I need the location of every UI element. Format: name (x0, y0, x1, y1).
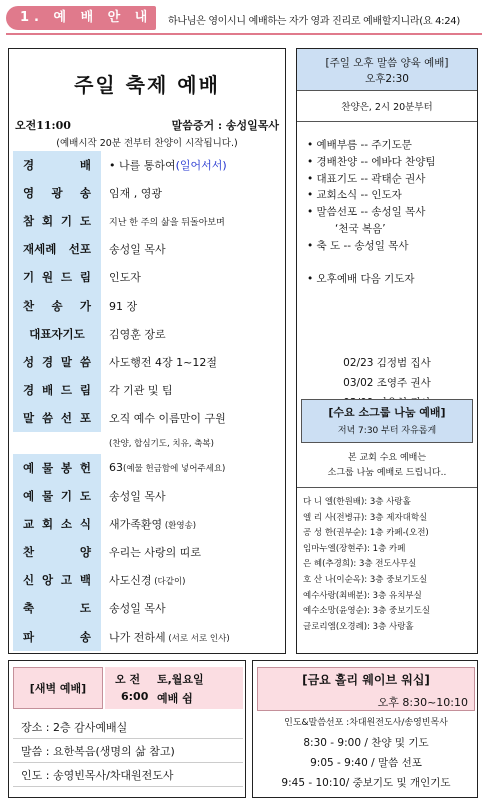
sunday-service-box (8, 48, 286, 654)
order-label-char: 원 (41, 270, 54, 285)
afternoon-item: • 경배찬양 -- 에바다 찬양팀 (307, 155, 436, 168)
order-label-char: 경 (41, 354, 54, 369)
order-label (13, 235, 101, 263)
order-label-char: 송 (79, 629, 91, 644)
order-label-char: 림 (79, 382, 91, 397)
order-label (13, 454, 101, 482)
order-label-char: 송 (51, 298, 63, 313)
afternoon-item: • 예배부름 -- 주기도문 (307, 139, 412, 151)
order-label-char: 축 (23, 601, 35, 616)
order-of-service (13, 151, 281, 651)
order-label-char: 경 (23, 382, 35, 397)
order-label-char: 백 (79, 573, 91, 588)
small-group-item: 임마누엘(장현주): 1층 카페 (303, 543, 406, 554)
order-row (13, 566, 281, 594)
order-row (13, 263, 281, 291)
order-label-char: 배 (41, 382, 54, 397)
order-label-char: 참 (23, 214, 35, 229)
order-value-text: 송성일 목사 (109, 490, 166, 504)
order-value-text: 임재 , 영광 (109, 187, 162, 201)
order-value-text: 오직 예수 이름만이 구원 (109, 411, 226, 425)
preacher: 말씀증거 : 송성일목사 (171, 119, 279, 132)
dawn-service-header (13, 667, 243, 709)
wednesday-service-header (301, 399, 473, 443)
order-value (101, 600, 281, 616)
order-label (13, 320, 101, 348)
afternoon-service-header (297, 49, 477, 91)
order-value (101, 410, 281, 426)
order-value (101, 157, 281, 173)
order-label-char: 드 (60, 382, 73, 397)
spacer (307, 255, 475, 272)
afternoon-item: • 축 도 -- 송성일 목사 (307, 239, 409, 252)
order-label (13, 151, 101, 179)
dawn-title: [새벽 예배] (13, 667, 103, 709)
order-label-char: 회 (41, 214, 54, 229)
order-label-char: 기 (23, 270, 35, 285)
wednesday-note (297, 451, 477, 481)
afternoon-time: 오후2:30 (365, 73, 409, 85)
order-row (13, 179, 281, 207)
order-value-text: 91 장 (109, 299, 138, 313)
small-group-item: 예수소망(윤영순): 3층 중보기도실 (303, 606, 431, 617)
order-value-text: 사도행전 4장 1~12절 (109, 355, 217, 369)
header-rule (6, 33, 482, 35)
dawn-am: 오 전 (115, 673, 141, 686)
order-label-char: 도 (79, 601, 91, 616)
wednesday-note-line: 소그룹 나눔 예배로 드립니다.. (327, 468, 447, 478)
order-row (13, 432, 281, 454)
small-group-item: 글로리엠(오경례): 3층 사랑홀 (303, 621, 414, 632)
small-group-item: 엘 리 사(전병규): 3층 제자대학실 (303, 512, 428, 523)
order-label-char: 찬 (23, 545, 35, 560)
afternoon-item: ‘천국 복음’ (335, 222, 386, 235)
friday-time: 오후 8:30~10:10 (377, 696, 468, 709)
order-label (13, 623, 101, 651)
order-label-char: 도 (79, 214, 91, 229)
order-label-char: 식 (79, 517, 91, 532)
order-label (13, 348, 101, 376)
dawn-time: 6:00 (121, 690, 149, 703)
order-label-char: 선포 (68, 242, 91, 257)
page-title: 주일 축제 예배 (74, 73, 220, 97)
order-value-text: • 나를 통하여 (109, 159, 176, 173)
order-row (13, 454, 281, 482)
small-group-item: 은 혜(추경희): 3층 전도사무실 (303, 559, 417, 570)
small-group-item: 예수사랑(최배분): 3층 유치부실 (303, 590, 422, 601)
order-label-char: 씀 (41, 410, 54, 425)
order-value (101, 326, 281, 342)
order-label-char: 기 (60, 489, 73, 504)
wednesday-title: [수요 소그룹 나눔 예배] (328, 406, 446, 419)
order-label (13, 404, 101, 432)
order-value-text: 송성일 목사 (109, 243, 166, 257)
order-value (101, 572, 281, 588)
order-row (13, 291, 281, 319)
order-label-char: 찬 (23, 298, 35, 313)
order-label-char: 선 (60, 410, 73, 425)
small-group-item: 다 니 엘(한원배): 3층 사랑홀 (303, 497, 411, 507)
friday-service-header (257, 667, 475, 711)
order-label-char: 예 (23, 489, 35, 504)
order-value (101, 544, 281, 560)
order-label-char: 기 (60, 214, 73, 229)
afternoon-item: • 대표기도 -- 곽태순 권사 (307, 172, 426, 185)
order-label-char: 포 (79, 410, 91, 425)
order-label (13, 510, 101, 538)
order-label-char: 파 (23, 629, 35, 644)
order-row (13, 207, 281, 235)
order-value-text: 각 기관 및 팀 (109, 383, 173, 397)
order-value-text: 송성일 목사 (109, 602, 166, 616)
afternoon-item: • 오후예배 다음 기도자 (307, 273, 415, 286)
dawn-details (13, 715, 243, 787)
order-label-char: 가 (79, 298, 91, 313)
service-notice: (예배시작 20분 전부터 찬양이 시작됩니다.) (56, 138, 238, 149)
afternoon-item: • 교회소식 -- 인도자 (307, 189, 402, 202)
order-label-char: 도 (79, 489, 91, 504)
wednesday-note-line: 본 교회 수요 예배는 (347, 453, 427, 463)
order-value-text: 김영훈 장로 (109, 327, 166, 341)
order-note: (환영송) (162, 521, 197, 532)
order-label (13, 594, 101, 622)
dawn-word: 말씀 : 요한복음(생명의 삶 참고) (13, 739, 243, 763)
order-label-char: 대표자기도 (29, 326, 85, 341)
order-row (13, 404, 281, 432)
order-label-char: 경 (23, 158, 35, 173)
divider (297, 121, 477, 122)
order-value-text: 인도자 (109, 271, 141, 285)
order-label-char: 영 (23, 186, 35, 201)
order-label-char: 광 (51, 186, 63, 201)
dawn-days: 토,월요일 (157, 673, 204, 686)
order-label-char: 고 (60, 573, 73, 588)
dawn-service-box (8, 660, 246, 798)
order-row (13, 510, 281, 538)
order-value-text: 새가족환영 (109, 518, 163, 532)
order-value (101, 215, 281, 228)
friday-schedule (257, 715, 475, 795)
friday-leader: 인도&말씀선포 :차대원전도사/송영빈목사 (284, 718, 448, 728)
order-highlight: (일어서서) (175, 159, 227, 173)
afternoon-order (307, 137, 475, 288)
order-value (101, 269, 281, 285)
order-value (101, 437, 281, 449)
order-label (13, 291, 101, 319)
friday-title: [금요 홀리 웨이브 워십] (302, 673, 430, 687)
order-label-char: 신 (23, 573, 35, 588)
order-label-char: 재세례 (23, 242, 57, 257)
order-value-text: 지난 한 주의 삶을 뒤돌아보며 (109, 217, 225, 228)
order-row (13, 623, 281, 651)
small-group-item: 공 성 한(권부순): 1층 카페-(오전) (303, 528, 429, 539)
order-row (13, 320, 281, 348)
order-label-char: 헌 (79, 460, 91, 475)
order-row (13, 348, 281, 376)
right-column (296, 48, 478, 654)
friday-service-box (252, 660, 478, 798)
order-value (101, 488, 281, 504)
order-value (101, 185, 281, 201)
order-label-char: 회 (41, 517, 54, 532)
order-label (13, 482, 101, 510)
order-label-char: 림 (79, 270, 91, 285)
order-label-char: 물 (41, 460, 54, 475)
afternoon-praise-time: 찬양은, 2시 20분부터 (341, 102, 433, 113)
order-note: (서로 서로 인사) (165, 633, 230, 644)
order-row (13, 594, 281, 622)
order-label (13, 432, 101, 454)
order-value (101, 354, 281, 370)
dawn-time-block (105, 667, 243, 709)
order-value (101, 241, 281, 257)
friday-slot: 9:45 - 10:10/ 중보기도 및 개인기도 (281, 777, 451, 789)
order-label-char: 말 (23, 410, 35, 425)
service-time: 오전11:00 (15, 119, 71, 132)
order-label-char: 말 (60, 354, 73, 369)
dawn-place: 장소 : 2층 감사예배실 (13, 715, 243, 739)
order-row (13, 376, 281, 404)
order-label-char: 씀 (79, 354, 91, 369)
dawn-leader: 인도 : 송영빈목사/차대원전도사 (13, 763, 243, 787)
order-value-text: 우리는 사랑의 띠로 (109, 546, 202, 560)
order-value-text: 63 (109, 461, 123, 475)
afternoon-title: [주일 오후 말씀 양육 예배] (325, 57, 449, 69)
order-label-char: 봉 (60, 460, 73, 475)
order-label-char: 소 (60, 517, 73, 532)
prayer-leader: 03/02 조영주 권사 (343, 377, 431, 389)
order-label-char: 드 (60, 270, 73, 285)
order-value (101, 516, 281, 532)
small-group-list (303, 495, 475, 635)
afternoon-item: • 말씀선포 -- 송성일 목사 (307, 206, 426, 219)
small-group-item: 호 산 나(이순옥): 3층 중보기도실 (303, 574, 428, 585)
order-label-char: 성 (23, 354, 35, 369)
order-row (13, 538, 281, 566)
order-label-char: 물 (41, 489, 54, 504)
order-value (101, 629, 281, 645)
order-label-char: 앙 (41, 573, 54, 588)
order-value-text: 사도신경 (109, 574, 152, 588)
order-label-char: 배 (79, 158, 91, 173)
order-value-text: (찬양, 합심기도, 치유, 축복) (109, 438, 214, 449)
order-row (13, 235, 281, 263)
wednesday-time: 저녁 7:30 부터 자유롭게 (337, 426, 437, 436)
order-note: (다같이) (151, 577, 186, 588)
order-label-char: 양 (79, 545, 91, 560)
dawn-rest: 예배 쉼 (157, 692, 193, 705)
order-label (13, 566, 101, 594)
divider (297, 487, 477, 488)
order-label (13, 263, 101, 291)
order-label (13, 538, 101, 566)
header (0, 0, 488, 34)
section-badge: 1. 예 배 안 내 (6, 6, 156, 30)
order-note: (예물 헌금함에 넣어주세요) (123, 464, 226, 475)
header-verse: 하나님은 영이시니 예배하는 자가 영과 진리로 예배할지니라(요 4:24) (168, 16, 460, 27)
order-row (13, 482, 281, 510)
order-value (101, 382, 281, 398)
order-label (13, 207, 101, 235)
order-label (13, 179, 101, 207)
order-label-char: 예 (23, 460, 35, 475)
order-label-char: 교 (23, 517, 35, 532)
friday-slot: 8:30 - 9:00 / 찬양 및 기도 (303, 737, 429, 749)
order-label (13, 376, 101, 404)
order-value-text: 나가 전하세 (109, 630, 166, 644)
order-row (13, 151, 281, 179)
order-value (101, 298, 281, 314)
order-label-char: 송 (79, 186, 91, 201)
prayer-leader: 02/23 김정범 집사 (343, 357, 431, 369)
order-value (101, 461, 281, 474)
friday-slot: 9:05 - 9:40 / 말씀 선포 (310, 757, 422, 769)
